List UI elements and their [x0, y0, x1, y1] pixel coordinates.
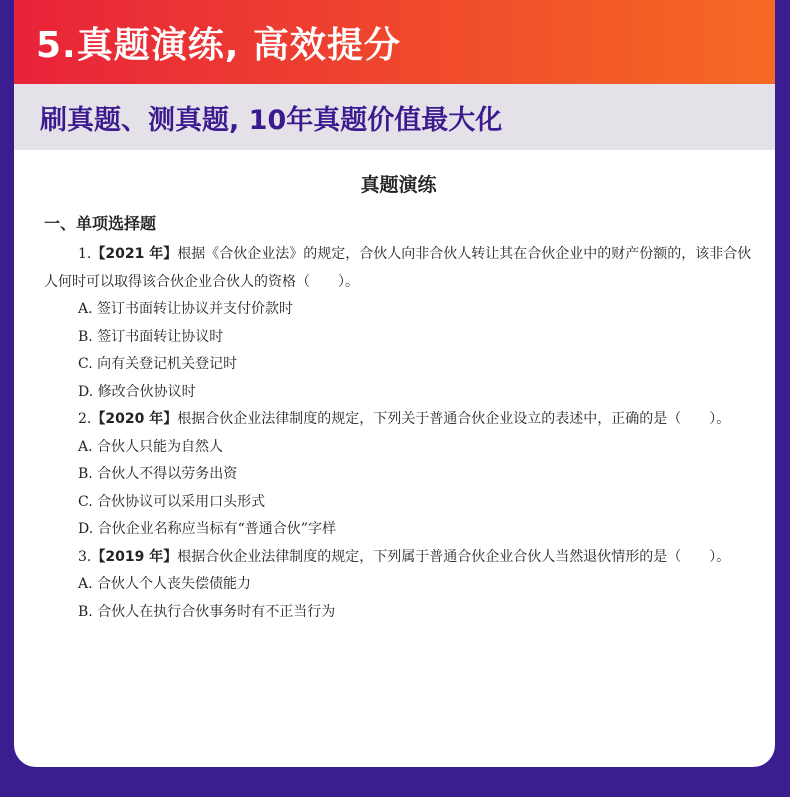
option-a: A. 签订书面转让协议并支付价款时 — [78, 301, 294, 317]
exam-document — [14, 170, 775, 626]
question-year: 【2019 年】 — [91, 548, 178, 565]
option-a: A. 合伙人只能为自然人 — [78, 438, 224, 455]
question-text: 根据合伙企业法律制度的规定，下列关于普通合伙企业设立的表述中，正确的是（ ）。 — [177, 411, 731, 427]
question-stem — [44, 544, 753, 572]
question-number: 1. — [78, 246, 92, 262]
banner-title: 5.真题演练, 高效提分 — [36, 24, 401, 66]
option-d: D. 修改合伙协议时 — [78, 383, 196, 400]
subtitle-bar — [14, 84, 775, 150]
option-b: B. 签订书面转让协议时 — [78, 328, 224, 345]
question-1 — [44, 241, 753, 406]
question-year: 【2021 年】 — [91, 246, 178, 262]
question-text: 根据合伙企业法律制度的规定，下列属于普通合伙企业合伙人当然退伙情形的是（ ）。 — [177, 548, 731, 565]
option-d: D. 合伙企业名称应当标有“普通合伙”字样 — [78, 521, 336, 537]
question-stem — [44, 406, 753, 434]
option-c: C. 向有关登记机关登记时 — [78, 356, 238, 372]
question-3 — [44, 544, 753, 627]
option-c: C. 合伙协议可以采用口头形式 — [78, 493, 266, 510]
section-heading: 一、单项选择题 — [44, 214, 157, 233]
question-stem — [44, 241, 753, 296]
option-a: A. 合伙人个人丧失偿债能力 — [78, 576, 252, 592]
question-number: 3. — [78, 548, 92, 565]
option-b: B. 合伙人不得以劳务出资 — [78, 466, 238, 482]
section-banner — [14, 0, 775, 84]
option-b: B. 合伙人在执行合伙事务时有不正当行为 — [78, 603, 336, 620]
question-year: 【2020 年】 — [91, 411, 178, 427]
question-2 — [44, 406, 753, 544]
question-text: 根据《合伙企业法》的规定，合伙人向非合伙人转让其在合伙企业中的财产份额的，该非合伙人何时可以取得该合伙企业合伙人的资格（ ）。 — [44, 246, 752, 290]
subtitle-text: 刷真题、测真题, 10年真题价值最大化 — [40, 104, 503, 136]
document-title: 真题演练 — [360, 174, 437, 196]
question-number: 2. — [78, 411, 92, 427]
content-card — [14, 0, 775, 767]
